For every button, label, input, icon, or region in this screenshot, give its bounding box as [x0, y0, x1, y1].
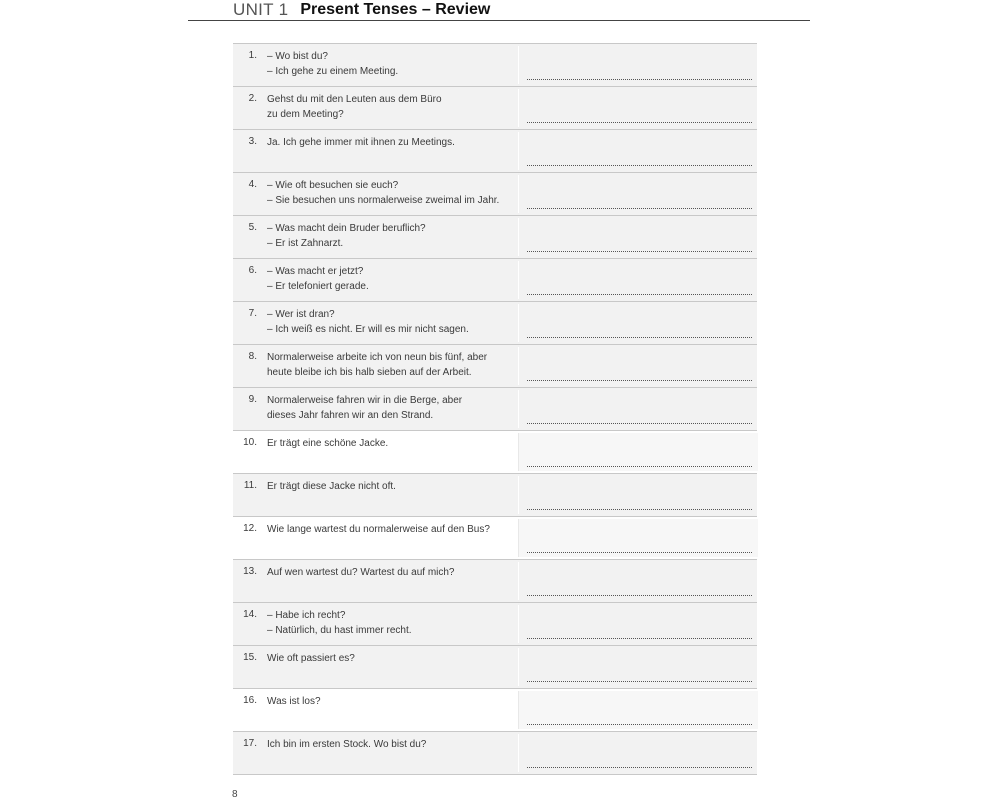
answer-dotted-line — [527, 638, 752, 639]
exercise-number: 7. — [248, 308, 257, 319]
answer-field[interactable] — [518, 175, 758, 213]
exercise-sentence — [267, 351, 513, 380]
sentence-line: – Er ist Zahnarzt. — [267, 237, 344, 249]
exercise-number: 4. — [248, 179, 257, 190]
answer-dotted-line — [527, 165, 752, 166]
sentence-line — [267, 495, 513, 510]
sentence-line: – Wie oft besuchen sie euch? — [267, 180, 399, 191]
answer-dotted-line — [527, 122, 752, 123]
exercise-row — [233, 130, 757, 173]
sentence-line: Er trägt eine schöne Jacke. — [267, 438, 389, 449]
unit-label: UNIT 1 — [233, 0, 289, 19]
exercise-row — [233, 259, 757, 302]
exercise-number: 13. — [243, 566, 257, 577]
exercise-sentence — [267, 523, 513, 552]
sentence-line: Normalerweise fahren wir in die Berge, aber — [267, 395, 463, 406]
sentence-line: Ja. Ich gehe immer mit ihnen zu Meetings. — [267, 137, 455, 148]
exercise-number: 5. — [248, 222, 257, 233]
exercise-row — [233, 87, 757, 130]
exercise-row — [233, 646, 757, 689]
answer-dotted-line — [527, 337, 752, 338]
answer-field[interactable] — [518, 304, 758, 342]
exercise-number: 6. — [248, 265, 257, 276]
exercise-number: 2. — [248, 93, 257, 104]
sentence-line: – Ich gehe zu einem Meeting. — [267, 65, 399, 77]
page-title: Present Tenses – Review — [300, 1, 491, 18]
exercise-sentence — [267, 437, 513, 466]
sentence-line: – Was macht dein Bruder beruflich? — [267, 223, 426, 234]
exercise-sentence — [267, 566, 513, 595]
sentence-line: Was ist los? — [267, 696, 321, 707]
sentence-line: Ich bin im ersten Stock. Wo bist du? — [267, 739, 427, 750]
page-header — [233, 0, 490, 20]
exercise-row — [233, 517, 757, 560]
exercise-sentence — [267, 93, 513, 122]
sentence-line: – Natürlich, du hast immer recht. — [267, 624, 412, 636]
answer-dotted-line — [527, 595, 752, 596]
exercise-number: 16. — [243, 695, 257, 706]
exercise-sentence — [267, 308, 513, 337]
sentence-line — [267, 151, 513, 166]
exercise-row — [233, 302, 757, 345]
answer-dotted-line — [527, 79, 752, 80]
exercise-number: 17. — [243, 738, 257, 749]
exercise-row — [233, 431, 757, 474]
exercise-number: 15. — [243, 652, 257, 663]
answer-dotted-line — [527, 251, 752, 252]
sentence-line: Gehst du mit den Leuten aus dem Büro — [267, 94, 442, 105]
exercise-row — [233, 216, 757, 259]
exercise-number: 11. — [243, 480, 257, 491]
answer-dotted-line — [527, 208, 752, 209]
answer-field[interactable] — [518, 390, 758, 428]
exercise-row — [233, 345, 757, 388]
answer-field[interactable] — [518, 46, 758, 84]
exercise-row — [233, 732, 757, 775]
sentence-line: heute bleibe ich bis halb sieben auf der Arbeit. — [267, 366, 472, 378]
answer-field[interactable] — [518, 476, 758, 514]
answer-field[interactable] — [518, 562, 758, 600]
exercise-sentence — [267, 609, 513, 638]
exercise-row — [233, 603, 757, 646]
answer-field[interactable] — [518, 433, 758, 471]
sentence-line — [267, 753, 513, 768]
exercise-sentence — [267, 222, 513, 251]
sentence-line: Wie oft passiert es? — [267, 653, 355, 664]
answer-dotted-line — [527, 681, 752, 682]
answer-dotted-line — [527, 724, 752, 725]
answer-field[interactable] — [518, 89, 758, 127]
exercise-number: 3. — [248, 136, 257, 147]
exercise-number: 1. — [248, 50, 257, 61]
exercise-number: 9. — [248, 394, 257, 405]
page-number: 8 — [232, 789, 238, 800]
sentence-line: – Ich weiß es nicht. Er will es mir nicht sagen. — [267, 323, 469, 335]
sentence-line — [267, 667, 513, 682]
sentence-line: – Wer ist dran? — [267, 309, 335, 320]
exercise-sentence — [267, 695, 513, 724]
answer-field[interactable] — [518, 519, 758, 557]
exercise-sentence — [267, 652, 513, 681]
exercise-sentence — [267, 265, 513, 294]
exercise-row — [233, 173, 757, 216]
sentence-line: Wie lange wartest du normalerweise auf den Bus? — [267, 524, 490, 535]
sentence-line: Er trägt diese Jacke nicht oft. — [267, 481, 396, 492]
answer-field[interactable] — [518, 734, 758, 772]
sentence-line — [267, 581, 513, 596]
sentence-line: – Er telefoniert gerade. — [267, 280, 369, 292]
exercise-row — [233, 474, 757, 517]
answer-dotted-line — [527, 509, 752, 510]
exercise-number: 10. — [243, 437, 257, 448]
answer-dotted-line — [527, 767, 752, 768]
exercise-number: 8. — [248, 351, 257, 362]
header-divider — [188, 20, 810, 21]
answer-dotted-line — [527, 380, 752, 381]
sentence-line: – Wo bist du? — [267, 51, 328, 62]
exercise-sentence — [267, 50, 513, 79]
answer-field[interactable] — [518, 218, 758, 256]
answer-field[interactable] — [518, 261, 758, 299]
exercise-sentence — [267, 136, 513, 165]
exercise-row — [233, 689, 757, 732]
answer-field[interactable] — [518, 132, 758, 170]
sentence-line: Normalerweise arbeite ich von neun bis fünf, aber — [267, 352, 488, 363]
exercise-number: 14. — [243, 609, 257, 620]
exercise-row — [233, 388, 757, 431]
answer-dotted-line — [527, 552, 752, 553]
sentence-line: zu dem Meeting? — [267, 108, 344, 120]
answer-dotted-line — [527, 466, 752, 467]
exercise-sentence — [267, 480, 513, 509]
sentence-line: dieses Jahr fahren wir an den Strand. — [267, 409, 434, 421]
answer-field[interactable] — [518, 605, 758, 643]
sentence-line: – Habe ich recht? — [267, 610, 346, 621]
exercise-row — [233, 44, 757, 87]
sentence-line — [267, 710, 513, 725]
exercise-sentence — [267, 179, 513, 208]
answer-field[interactable] — [518, 648, 758, 686]
answer-field[interactable] — [518, 347, 758, 385]
answer-dotted-line — [527, 294, 752, 295]
exercise-row — [233, 560, 757, 603]
sentence-line — [267, 538, 513, 553]
exercise-sentence — [267, 738, 513, 767]
sentence-line: – Sie besuchen uns normalerweise zweimal im Jahr. — [267, 194, 500, 206]
answer-field[interactable] — [518, 691, 758, 729]
sentence-line: – Was macht er jetzt? — [267, 266, 364, 277]
exercise-table — [233, 43, 757, 775]
sentence-line: Auf wen wartest du? Wartest du auf mich? — [267, 567, 455, 578]
exercise-number: 12. — [243, 523, 257, 534]
sentence-line — [267, 452, 513, 467]
answer-dotted-line — [527, 423, 752, 424]
exercise-sentence — [267, 394, 513, 423]
